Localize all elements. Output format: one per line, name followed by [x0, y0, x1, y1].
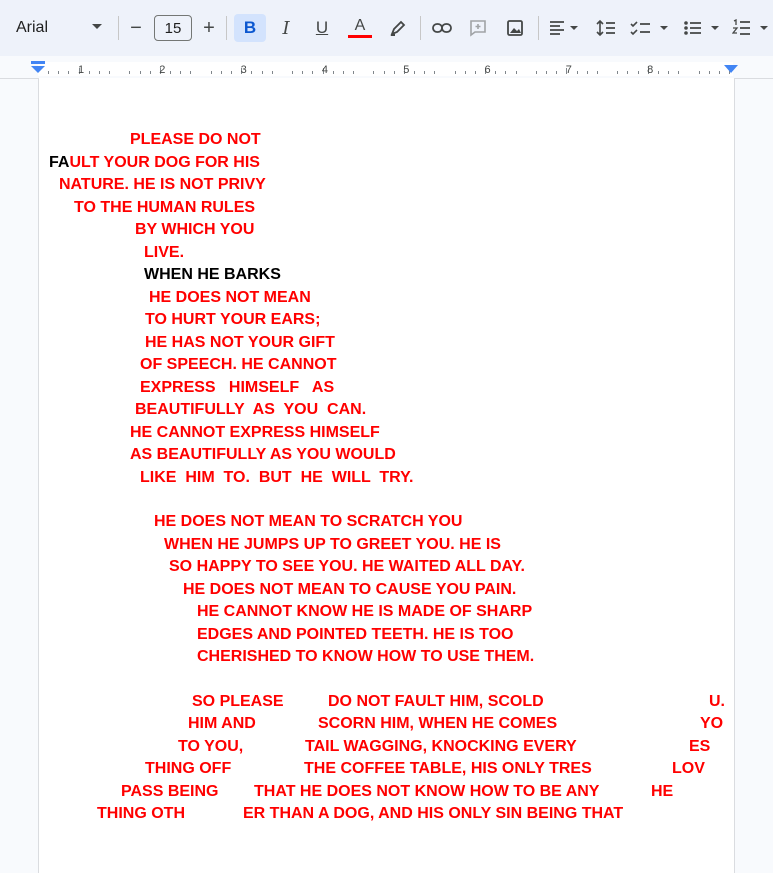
ruler-tick [709, 71, 710, 74]
text-line: HE DOES NOT MEAN [149, 289, 311, 306]
toolbar-divider [420, 16, 421, 40]
comment-plus-icon [468, 18, 488, 38]
ruler-number: 3 [240, 64, 247, 76]
ruler-number: 5 [403, 64, 410, 76]
ruler-tick [302, 71, 303, 74]
text-line: SO HAPPY TO SEE YOU. HE WAITED ALL DAY. [169, 558, 525, 575]
ruler-tick [150, 71, 151, 74]
ruler-number: 4 [321, 64, 329, 76]
text-color-letter: A [354, 17, 366, 34]
text-color-button[interactable] [346, 14, 374, 42]
ruler-tick [272, 71, 273, 74]
text-line: LIKE HIM TO. BUT HE WILL TRY. [140, 469, 414, 486]
image-icon [506, 19, 524, 37]
text-line: HE CANNOT KNOW HE IS MADE OF SHARP [197, 603, 533, 620]
ruler-tick [465, 71, 466, 74]
ruler-tick [48, 71, 49, 74]
right-indent-marker-icon[interactable] [724, 65, 738, 75]
align-button[interactable] [544, 14, 584, 42]
ruler-tick [231, 71, 232, 74]
text-line: PLEASE DO NOT [130, 131, 261, 148]
horizontal-ruler[interactable] [0, 56, 773, 79]
text-line: NATURE. HE IS NOT PRIVY [59, 176, 266, 193]
ruler-tick [373, 71, 374, 74]
text-line: THING OTH [97, 805, 185, 822]
checklist-icon [630, 20, 670, 36]
italic-button[interactable]: I [282, 17, 290, 39]
text-run: ULT YOUR DOG FOR HIS [69, 154, 260, 171]
ruler-tick [68, 71, 69, 74]
ruler-tick [668, 71, 669, 74]
text-line: SO PLEASE [192, 693, 284, 710]
text-line: TO HURT YOUR EARS; [145, 311, 321, 328]
ruler-tick [221, 71, 222, 74]
ruler-tick [312, 71, 313, 74]
text-line: TO THE HUMAN RULES [74, 199, 256, 216]
ruler-tick [455, 71, 456, 74]
ruler-tick [658, 71, 659, 74]
ruler-tick [587, 71, 588, 74]
text-line: THING OFF [145, 760, 232, 777]
ruler-tick [292, 71, 293, 74]
text-line: HE [651, 783, 674, 800]
bullet-list-icon [683, 20, 723, 36]
ruler-tick [678, 71, 679, 74]
ruler-tick [140, 71, 141, 74]
toolbar-divider [226, 16, 227, 40]
text-line: HE CANNOT EXPRESS HIMSELF [130, 424, 380, 441]
chevron-down-icon[interactable] [92, 24, 102, 29]
ruler-tick [699, 71, 700, 74]
ruler-tick [516, 71, 517, 74]
insert-image-button[interactable] [501, 14, 529, 42]
ruler-tick [89, 71, 90, 74]
text-line: WHEN HE JUMPS UP TO GREET YOU. HE IS [164, 536, 501, 553]
ruler-tick [190, 71, 191, 74]
ruler-tick [556, 71, 557, 74]
increase-font-size-button[interactable]: + [203, 16, 215, 39]
ruler-tick [495, 71, 496, 74]
ruler-tick [434, 71, 435, 74]
ruler-number: 1 [78, 64, 85, 76]
ruler-tick [211, 71, 212, 74]
ruler-tick [475, 71, 476, 74]
align-left-icon [548, 20, 580, 36]
text-line [49, 153, 260, 173]
ruler-tick [638, 71, 639, 74]
toolbar-divider [118, 16, 119, 40]
ruler-number: 2 [159, 64, 166, 76]
text-line: ES [689, 738, 711, 755]
bold-button[interactable]: B [234, 14, 266, 42]
line-spacing-icon [596, 19, 616, 37]
numbered-list-icon [732, 19, 772, 37]
ruler-tick [597, 71, 598, 74]
insert-link-button[interactable] [428, 14, 456, 42]
font-family-value: Arial [16, 19, 49, 36]
ruler-tick [505, 71, 506, 74]
ruler-tick [251, 71, 252, 74]
ruler-tick [577, 71, 578, 74]
text-line: OF SPEECH. HE CANNOT [140, 356, 337, 373]
document-page[interactable] [38, 78, 735, 873]
ruler-tick [617, 71, 618, 74]
ruler-tick [58, 71, 59, 74]
left-indent-marker-icon[interactable] [30, 60, 46, 74]
ruler-tick [627, 71, 628, 74]
font-size-input[interactable]: 15 [154, 15, 192, 41]
text-line: TO YOU, [178, 738, 244, 755]
text-line: CHERISHED TO KNOW HOW TO USE THEM. [197, 648, 535, 665]
text-line: THAT HE DOES NOT KNOW HOW TO BE ANY [254, 783, 600, 800]
text-line: BEAUTIFULLY AS YOU CAN. [135, 401, 367, 418]
text-line: EDGES AND POINTED TEETH. HE IS TOO [197, 626, 514, 643]
text-line: DO NOT FAULT HIM, SCOLD [328, 693, 544, 710]
numbered-list-button[interactable] [732, 14, 772, 42]
toolbar [0, 0, 773, 56]
ruler-tick [262, 71, 263, 74]
text-line: LIVE. [144, 244, 185, 261]
text-color-swatch [348, 35, 372, 38]
ruler-tick [719, 71, 720, 74]
ruler-track [38, 62, 733, 76]
text-line: U. [709, 693, 725, 710]
text-line: TAIL WAGGING, KNOCKING EVERY [305, 738, 577, 755]
pen-icon [389, 19, 407, 37]
text-line: WHEN HE BARKS [144, 266, 281, 283]
ruler-tick [99, 71, 100, 74]
ruler-tick [170, 71, 171, 74]
text-line: HE DOES NOT MEAN TO SCRATCH YOU [154, 513, 463, 530]
ruler-tick [180, 71, 181, 74]
text-line: PASS BEING [121, 783, 219, 800]
ruler-tick [384, 71, 385, 74]
ruler-tick [414, 71, 415, 74]
toolbar-divider [538, 16, 539, 40]
ruler-tick [424, 71, 425, 74]
ruler-tick [546, 71, 547, 74]
checklist-button[interactable] [628, 14, 672, 42]
text-line: THE COFFEE TABLE, HIS ONLY TRES [304, 760, 592, 777]
ruler-tick [536, 71, 537, 74]
line-spacing-button[interactable] [592, 14, 620, 42]
text-run-black: FA [49, 154, 70, 171]
underline-button[interactable]: U [315, 18, 329, 37]
ruler-tick [343, 71, 344, 74]
add-comment-button[interactable] [464, 14, 492, 42]
text-line: YO [700, 715, 724, 732]
text-line: EXPRESS HIMSELF AS [140, 379, 335, 396]
highlight-color-button[interactable] [384, 14, 412, 42]
text-line: HE DOES NOT MEAN TO CAUSE YOU PAIN. [183, 581, 517, 598]
ruler-tick [333, 71, 334, 74]
ruler-number: 8 [647, 64, 654, 76]
ruler-tick [109, 71, 110, 74]
text-line: BY WHICH YOU [135, 221, 255, 238]
text-line: HE HAS NOT YOUR GIFT [145, 334, 335, 351]
link-icon [432, 22, 452, 34]
decrease-font-size-button[interactable]: − [130, 16, 142, 39]
text-line: LOV [672, 760, 705, 777]
ruler-tick [394, 71, 395, 74]
ruler-tick [353, 71, 354, 74]
text-line: SCORN HIM, WHEN HE COMES [318, 715, 558, 732]
bulleted-list-button[interactable] [682, 14, 724, 42]
text-line: AS BEAUTIFULLY AS YOU WOULD [130, 446, 396, 463]
ruler-tick [129, 71, 130, 74]
ruler-number: 7 [565, 64, 572, 76]
ruler-number: 6 [484, 64, 491, 76]
text-line: ER THAN A DOG, AND HIS ONLY SIN BEING THAT [243, 805, 624, 822]
text-line: HIM AND [188, 715, 256, 732]
